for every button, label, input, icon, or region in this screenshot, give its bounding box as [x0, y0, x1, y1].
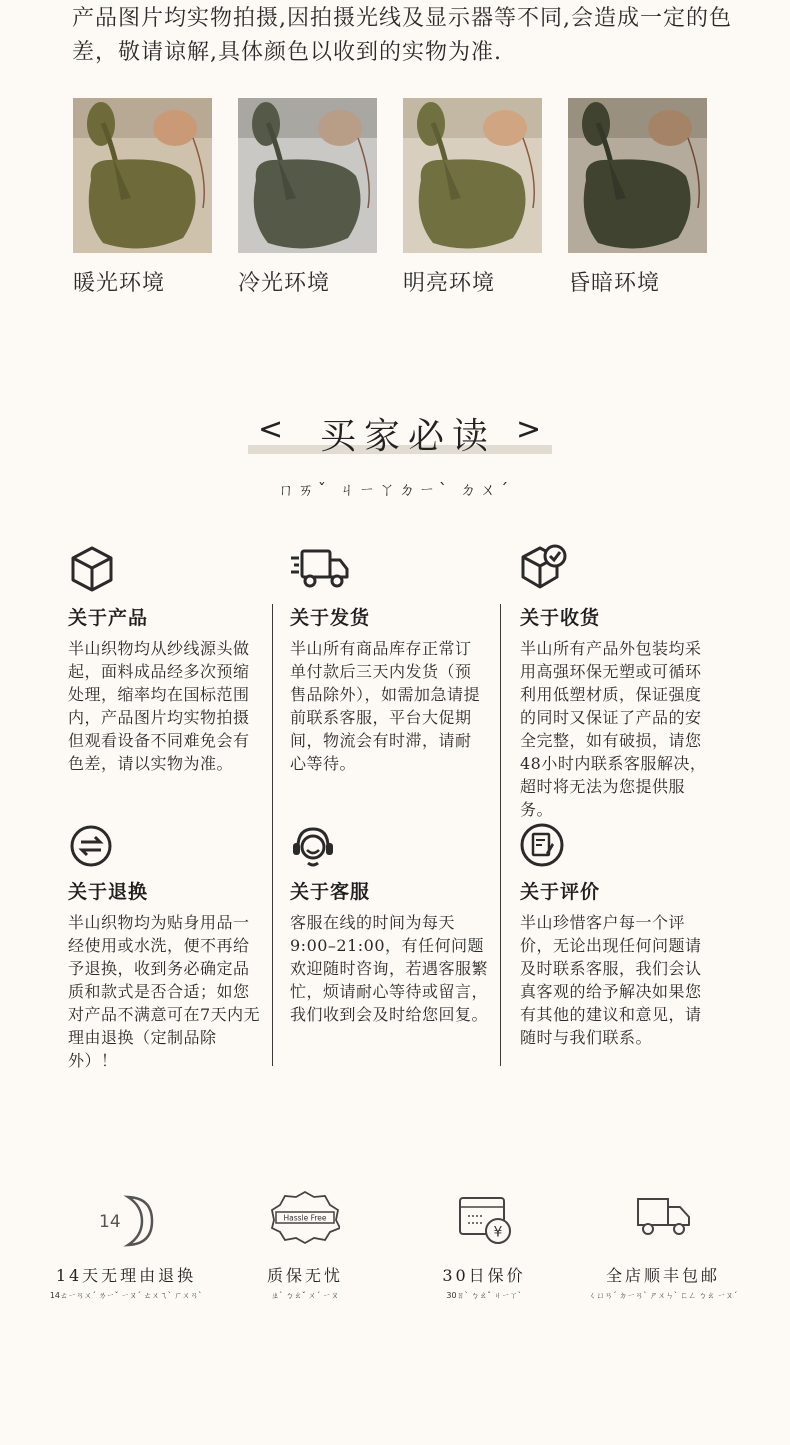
headset-icon	[290, 823, 336, 873]
info-body-returns: 半山织物均为贴身用品一经使用或水洗，便不再给予退换，收到务必确定品质和款式是否合适；如您对产品不满意可在7天内无理由退换（定制品除外）！	[68, 913, 261, 1070]
column-divider	[272, 604, 273, 1066]
box-check-icon	[520, 543, 568, 595]
badge-sub-price-protect: 30ㄖˋ ㄅㄠˇ ㄐㄧㄚˋ	[446, 1291, 522, 1300]
badge-label-returns: 14天无理由退换	[55, 1266, 197, 1285]
badge-sub-warranty: ㄓˋ ㄅㄠˇ ㄨˊ ㄧㄡ	[271, 1291, 339, 1300]
info-body-shipping: 半山所有商品库存正常订单付款后三天内发货（预售品除外），如需加急请提前联系客服，平台大促期间，物流会有时滞，请耐心等待。	[290, 639, 481, 773]
hassle-free-text: Hassle Free	[283, 1213, 327, 1223]
info-title-service: 关于客服	[290, 881, 371, 903]
info-title-receiving: 关于收货	[520, 607, 601, 629]
moon-14-icon	[96, 1194, 156, 1252]
product-photo-bright	[403, 98, 542, 253]
product-photo-warm	[73, 98, 212, 253]
box-icon	[70, 545, 114, 597]
info-title-reviews: 关于评价	[520, 881, 601, 903]
photo-label-warm: 暖光环境	[73, 271, 166, 296]
truck-icon	[290, 548, 350, 594]
product-photo-cool	[238, 98, 377, 253]
column-divider	[500, 604, 501, 1066]
section-title	[248, 408, 552, 458]
badge-label-warranty: 质保无忧	[266, 1266, 343, 1285]
exchange-icon	[70, 825, 112, 871]
product-photo-dim	[568, 98, 707, 253]
invoice-yuan-icon	[458, 1196, 514, 1250]
section-phonetic: ㄇㄞˇ ㄐㄧㄚㄉㄧˋ ㄉㄨˊ	[277, 480, 513, 499]
review-icon	[520, 823, 564, 871]
info-body-reviews: 半山珍惜客户每一个评价，无论出现任何问题请及时联系客服，我们会认真客观的给予解决如果您有其他的建议和意见，请随时与我们联系。	[520, 913, 702, 1047]
info-body-receiving: 半山所有产品外包装均采用高强环保无塑或可循环利用低塑材质，保证强度的同时又保证了产品的安全完整，如有破损，请您48小时内联系客服解决，超时将无法为您提供服务。	[520, 639, 707, 819]
title-right-bracket: >	[516, 412, 542, 447]
section-heading: 买家必读	[320, 416, 497, 457]
photo-label-bright: 明亮环境	[403, 271, 496, 296]
info-title-returns: 关于退换	[68, 881, 149, 903]
hassle-free-icon	[270, 1188, 340, 1250]
badge-sub-free-shipping: ㄑㄩㄢˊ ㄉㄧㄢˋ ㄕㄨㄣˋ ㄈㄥ ㄅㄠ ㄧㄡˊ	[588, 1291, 738, 1300]
photo-label-dim: 昏暗环境	[568, 271, 661, 296]
info-title-shipping: 关于发货	[290, 607, 371, 629]
photo-label-cool: 冷光环境	[238, 271, 331, 296]
yuan-symbol: ¥	[493, 1224, 503, 1241]
badge-label-free-shipping: 全店顺丰包邮	[605, 1266, 720, 1285]
moon-14-text: 14	[99, 1212, 121, 1232]
info-body-service: 客服在线的时间为每天9:00–21:00，有任何问题欢迎随时咨询，若遇客服繁忙，烦请耐心等待或留言，我们收到会及时给您回复。	[290, 913, 489, 1024]
delivery-truck-icon	[636, 1197, 692, 1243]
title-left-bracket: <	[258, 412, 284, 447]
badge-sub-returns: 14ㄊㄧㄢㄨˊ ㄌㄧˇ ㄧㄡˊ ㄊㄨㄟˋ ㄏㄨㄢˋ	[49, 1291, 203, 1300]
info-body-product: 半山织物均从纱线源头做起，面料成品经多次预缩处理，缩率均在国标范围内，产品图片均实物拍摄 但观看设备不同难免会有色差，请以实物为准。	[68, 639, 250, 773]
intro-note: 产品图片均实物拍摄,因拍摄光线及显示器等不同,会造成一定的色差，敬请谅解,具体颜色以收到的实物为准.	[72, 6, 732, 65]
info-title-product: 关于产品	[68, 607, 149, 629]
badge-label-price-protect: 30日保价	[442, 1266, 526, 1285]
